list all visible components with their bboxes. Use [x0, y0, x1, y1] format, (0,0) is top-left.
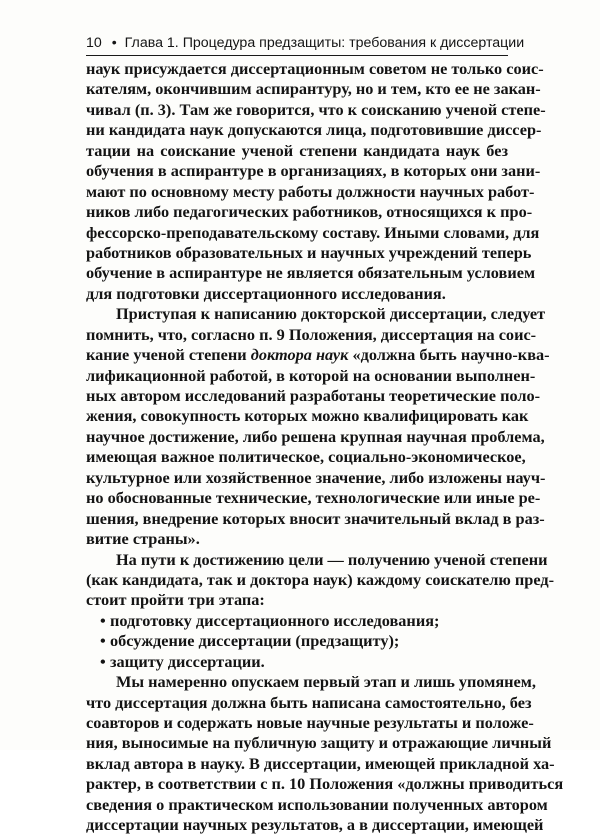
text-line: тации на соискание ученой степени кандидата наук без	[86, 140, 508, 160]
text-line: Мы намеренно опускаем первый этап и лишь упомянем,	[116, 672, 536, 692]
bullet-icon: •	[100, 631, 106, 651]
bullet-icon: •	[100, 610, 106, 630]
text-line-mixed	[86, 345, 550, 365]
text-line: для подготовки диссертационного исследования.	[86, 283, 446, 303]
text-line: что диссертация должна быть написана самостоятельно, без	[86, 692, 532, 712]
running-header	[86, 34, 525, 52]
header-separator: •	[111, 35, 117, 51]
text-fragment: кание ученой степени	[86, 345, 247, 365]
bullet-text: защиту диссертации.	[110, 651, 265, 671]
chapter-title: Глава 1. Процедура предзащиты: требования к диссертации	[124, 35, 525, 51]
emphasis-doctor-of-science: доктора наук	[250, 345, 349, 365]
text-line: соавторов и содержать новые научные результаты и положе-	[86, 713, 534, 732]
header-rule	[86, 55, 508, 56]
text-line: витие страны».	[86, 529, 200, 549]
text-line: культурное или хозяйственное значение, либо изложены науч-	[86, 467, 546, 487]
body-text	[86, 59, 564, 836]
text-line: шения, внедрение которых вносит значительный вклад в раз-	[86, 508, 545, 528]
text-line: работников образовательных и научных учреждений теперь	[86, 242, 532, 262]
text-line: Приступая к написанию докторской диссертации, следует	[116, 304, 546, 324]
page-number: 10	[86, 35, 102, 51]
text-line: мают по основному месту работы должности научных работ-	[86, 181, 535, 201]
text-fragment: «должна быть научно-ква-	[352, 345, 550, 365]
text-line: фессорско-преподавательскому составу. Иными словами, для	[86, 222, 540, 242]
text-line: вклад автора в науку. В диссертации, имеющей прикладной ха-	[86, 753, 555, 773]
bullet-text: обсуждение диссертации (предзащиту);	[110, 631, 400, 651]
text-line: имеющая важное политическое, социально-экономическое,	[86, 447, 526, 467]
text-line: обучения в аспирантуре в организациях, в которых они зани-	[86, 161, 541, 181]
text-line: ников либо педагогических работников, относящихся к про-	[86, 202, 533, 222]
text-line: научное достижение, либо решена крупная научная проблема,	[86, 426, 545, 446]
text-line: стоит пройти три этапа:	[86, 590, 265, 610]
text-line: (как кандидата, так и доктора наук) каждому соискателю пред-	[86, 569, 554, 589]
text-line: чивал (п. 3). Там же говорится, что к соисканию ученой степе-	[86, 99, 546, 119]
text-line: кателям, окончившим аспирантуру, но и тем, кто ее не закан-	[86, 79, 541, 99]
text-line: рактер, в соответствии с п. 10 Положения «должны приводиться	[86, 774, 564, 794]
bullet-item	[86, 652, 508, 672]
bullet-text: подготовку диссертационного исследования;	[110, 610, 440, 630]
text-line: диссертации научных результатов, а в диссертации, имеющей	[86, 815, 544, 835]
text-line: ния, выносимые на публичную защиту и отражающие личный	[86, 733, 552, 753]
text-line: ных автором исследований разработаны теоретические поло-	[86, 386, 541, 405]
bullet-item	[86, 611, 508, 631]
text-line: помнить, что, согласно п. 9 Положения, диссертация на соис-	[86, 324, 537, 344]
text-line: но обоснованные технические, технологические или иные ре-	[86, 488, 541, 508]
bullet-item	[86, 631, 508, 651]
text-line: сведения о практическом использовании полученных автором	[86, 794, 548, 814]
text-line: На пути к достижению цели — получению ученой степени	[116, 549, 548, 569]
text-line: ни кандидата наук допускаются лица, подготовившие диссер-	[86, 120, 542, 140]
text-line: лификационной работой, в которой на основании выполнен-	[86, 365, 536, 385]
text-line: жения, совокупность которых можно квалифицировать как	[86, 406, 529, 426]
text-line: обучение в аспирантуре не является обязательным условием	[86, 263, 536, 283]
text-line: наук присуждается диссертационным советом не только соис-	[86, 59, 544, 78]
bullet-icon: •	[100, 651, 106, 671]
